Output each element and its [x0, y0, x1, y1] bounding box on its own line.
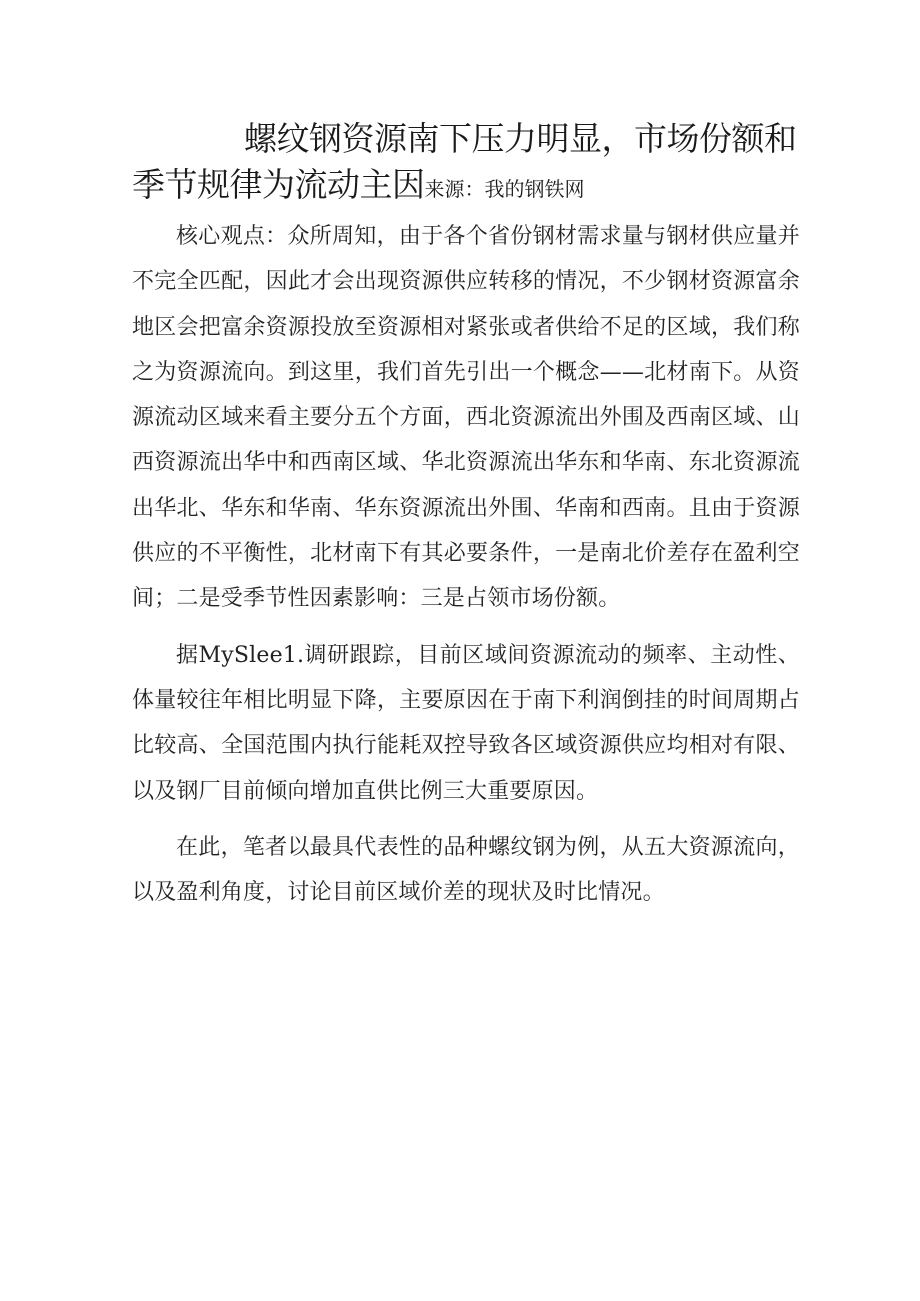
title-line-2-text: 季节规律为流动主因 [132, 165, 425, 204]
title-line-2 [132, 162, 812, 212]
source-attribution: 来源：我的钢铁网 [424, 177, 585, 201]
title-line-1: 螺纹钢资源南下压力明显，市场份额和 [244, 119, 797, 158]
document-body [132, 214, 800, 926]
document-title [132, 116, 812, 212]
paragraph-intro-analysis: 在此，笔者以最具代表性的品种螺纹钢为例，从五大资源流向，以及盈利角度，讨论目前区域价差的现状及时比情况。 [132, 834, 800, 906]
paragraph-core-viewpoint: 核心观点：众所周知，由于各个省份钢材需求量与钢材供应量并不完全匹配，因此才会出现资源供应转移的情况，不少钢材资源富余地区会把富余资源投放至资源相对紧张或者供给不足的区域，我们称之为资源流向。到这里，我们首先引出一个概念——北材南下。从资源流动区域来看主要分五个方面，西北资源流出外围及西南区域、山西资源流出华中和西南区域、华北资源流出华东和华南、东北资源流出华北、华东和华南、华东资源流出外围、华南和西南。且由于资源供应的不平衡性，北材南下有其必要条件，一是南北价差存在盈利空间；二是受季节性因素影响：三是占领市场份额。 [132, 224, 800, 612]
paragraph-survey: 据MySlee1.调研跟踪，目前区域间资源流动的频率、主动性、体量较往年相比明显下降，主要原因在于南下利润倒挂的时间周期占比较高、全国范围内执行能耗双控导致各区域资源供应均相对有限、以及钢厂目前倾向增加直供比例三大重要原因。 [132, 642, 800, 804]
